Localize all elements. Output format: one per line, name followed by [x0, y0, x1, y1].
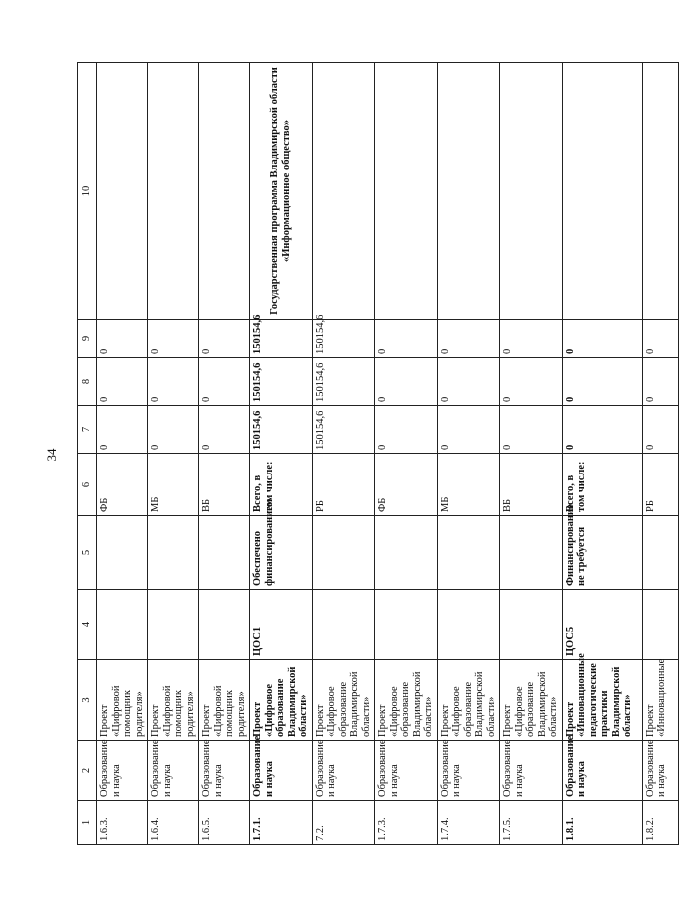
- row-value-9: 150154,6: [250, 320, 313, 358]
- row-project: Проект «Цифровой помощник родителя»: [148, 660, 199, 741]
- row-number: 1.7.5.: [500, 801, 563, 845]
- program-name: Государственная программа Владимирской области «Информационное общество»: [250, 63, 313, 320]
- row-value-8: 0: [437, 358, 500, 406]
- row-goal: [642, 590, 678, 660]
- row-value-9: 0: [97, 320, 148, 358]
- row-project: Проект «Цифровой помощник родителя»: [199, 660, 250, 741]
- row-sector: Образование и наука: [500, 741, 563, 801]
- row-program-cell: [148, 63, 199, 320]
- row-value-7: 0: [500, 406, 563, 454]
- row-program-cell: [642, 63, 678, 320]
- budget-table: [77, 62, 679, 845]
- row-goal: [97, 590, 148, 660]
- col-header-3: 3: [78, 660, 97, 741]
- row-source: РБ: [642, 454, 678, 516]
- page-number: 34: [44, 448, 59, 462]
- row-funding: Обеспечено финансированием: [250, 516, 313, 590]
- table-row: [97, 63, 148, 845]
- row-program-cell: [500, 63, 563, 320]
- row-funding: [642, 516, 678, 590]
- col-header-6: 6: [78, 454, 97, 516]
- col-header-7: 7: [78, 406, 97, 454]
- row-source: Всего, в том числе:: [250, 454, 313, 516]
- col-header-9: 9: [78, 320, 97, 358]
- row-number: 1.7.4.: [437, 801, 500, 845]
- row-value-7: 0: [437, 406, 500, 454]
- table-row: [562, 63, 642, 845]
- row-value-7: 0: [642, 406, 678, 454]
- row-source: МБ: [437, 454, 500, 516]
- row-number: 1.6.3.: [97, 801, 148, 845]
- row-sector: Образование и наука: [250, 741, 313, 801]
- row-funding: [375, 516, 438, 590]
- row-program-cell: [437, 63, 500, 320]
- row-value-9: 0: [562, 320, 642, 358]
- budget-table-rotated: [77, 63, 667, 845]
- row-value-9: 0: [148, 320, 199, 358]
- row-value-7: 150154,6: [250, 406, 313, 454]
- col-header-8: 8: [78, 358, 97, 406]
- row-value-7: 0: [148, 406, 199, 454]
- row-goal: ЦОС5: [562, 590, 642, 660]
- row-value-7: 0: [97, 406, 148, 454]
- row-value-7: 0: [199, 406, 250, 454]
- row-number: 7.2.: [312, 801, 375, 845]
- row-project: Проект «Инновационные педагогические практики Владимирской области»: [562, 660, 642, 741]
- table-row: [437, 63, 500, 845]
- row-funding: [500, 516, 563, 590]
- row-program-cell: [562, 63, 642, 320]
- row-goal: ЦОС1: [250, 590, 313, 660]
- row-funding: Финансирование не требуется: [562, 516, 642, 590]
- row-source: МБ: [148, 454, 199, 516]
- row-value-9: 0: [375, 320, 438, 358]
- row-value-9: 0: [642, 320, 678, 358]
- row-value-7: 0: [562, 406, 642, 454]
- row-value-8: 0: [148, 358, 199, 406]
- header-row: [78, 63, 97, 845]
- row-value-7: 0: [375, 406, 438, 454]
- table-row: [500, 63, 563, 845]
- row-sector: Образование и наука: [148, 741, 199, 801]
- row-project: Проект «Цифровой помощник родителя»: [97, 660, 148, 741]
- row-funding: [148, 516, 199, 590]
- row-funding: [437, 516, 500, 590]
- row-source: РБ: [312, 454, 375, 516]
- row-value-9: 150154,6: [312, 320, 375, 358]
- row-value-8: 150154,6: [312, 358, 375, 406]
- row-sector: Образование и наука: [375, 741, 438, 801]
- row-number: 1.8.2.: [642, 801, 678, 845]
- row-source: Всего, в том числе:: [562, 454, 642, 516]
- row-value-9: 0: [500, 320, 563, 358]
- table-row: [148, 63, 199, 845]
- row-source: ФБ: [375, 454, 438, 516]
- row-value-7: 150154,6: [312, 406, 375, 454]
- row-value-8: 0: [375, 358, 438, 406]
- row-value-8: 0: [500, 358, 563, 406]
- row-goal: [375, 590, 438, 660]
- row-program-cell: [375, 63, 438, 320]
- row-number: 1.6.5.: [199, 801, 250, 845]
- col-header-4: 4: [78, 590, 97, 660]
- row-sector: Образование и наука: [562, 741, 642, 801]
- table-row: [642, 63, 678, 845]
- col-header-10: 10: [78, 63, 97, 320]
- row-value-8: 0: [199, 358, 250, 406]
- row-sector: Образование и наука: [97, 741, 148, 801]
- row-sector: Образование и наука: [437, 741, 500, 801]
- row-number: 1.8.1.: [562, 801, 642, 845]
- row-goal: [500, 590, 563, 660]
- row-project: Проект «Цифровое образование Владимирской области»: [250, 660, 313, 741]
- row-number: 1.6.4.: [148, 801, 199, 845]
- table-row: [312, 63, 375, 845]
- row-goal: [148, 590, 199, 660]
- row-project: Проект «Цифровое образование Владимирской области»: [375, 660, 438, 741]
- row-source: ВБ: [199, 454, 250, 516]
- row-program-cell: [199, 63, 250, 320]
- row-funding: [199, 516, 250, 590]
- row-value-9: 0: [437, 320, 500, 358]
- row-funding: [97, 516, 148, 590]
- col-header-2: 2: [78, 741, 97, 801]
- row-project: Проект «Цифровое образование Владимирской области»: [312, 660, 375, 741]
- row-project: Проект «Инновационные: [642, 660, 678, 741]
- row-value-8: 0: [97, 358, 148, 406]
- row-number: 1.7.1.: [250, 801, 313, 845]
- row-source: ФБ: [97, 454, 148, 516]
- table-row: [199, 63, 250, 845]
- row-project: Проект «Цифровое образование Владимирской области»: [437, 660, 500, 741]
- row-value-8: 0: [642, 358, 678, 406]
- row-project: Проект «Цифровое образование Владимирской области»: [500, 660, 563, 741]
- row-sector: Образование и наука: [312, 741, 375, 801]
- table-row: [375, 63, 438, 845]
- row-value-8: 0: [562, 358, 642, 406]
- row-sector: Образование и наука: [199, 741, 250, 801]
- row-number: 1.7.3.: [375, 801, 438, 845]
- row-source: ВБ: [500, 454, 563, 516]
- table-row: [250, 63, 313, 845]
- row-goal: [312, 590, 375, 660]
- row-program-cell: [97, 63, 148, 320]
- row-program-cell: [312, 63, 375, 320]
- col-header-1: 1: [78, 801, 97, 845]
- row-goal: [437, 590, 500, 660]
- col-header-5: 5: [78, 516, 97, 590]
- row-goal: [199, 590, 250, 660]
- row-value-8: 150154,6: [250, 358, 313, 406]
- row-value-9: 0: [199, 320, 250, 358]
- row-sector: Образование и наука: [642, 741, 678, 801]
- row-funding: [312, 516, 375, 590]
